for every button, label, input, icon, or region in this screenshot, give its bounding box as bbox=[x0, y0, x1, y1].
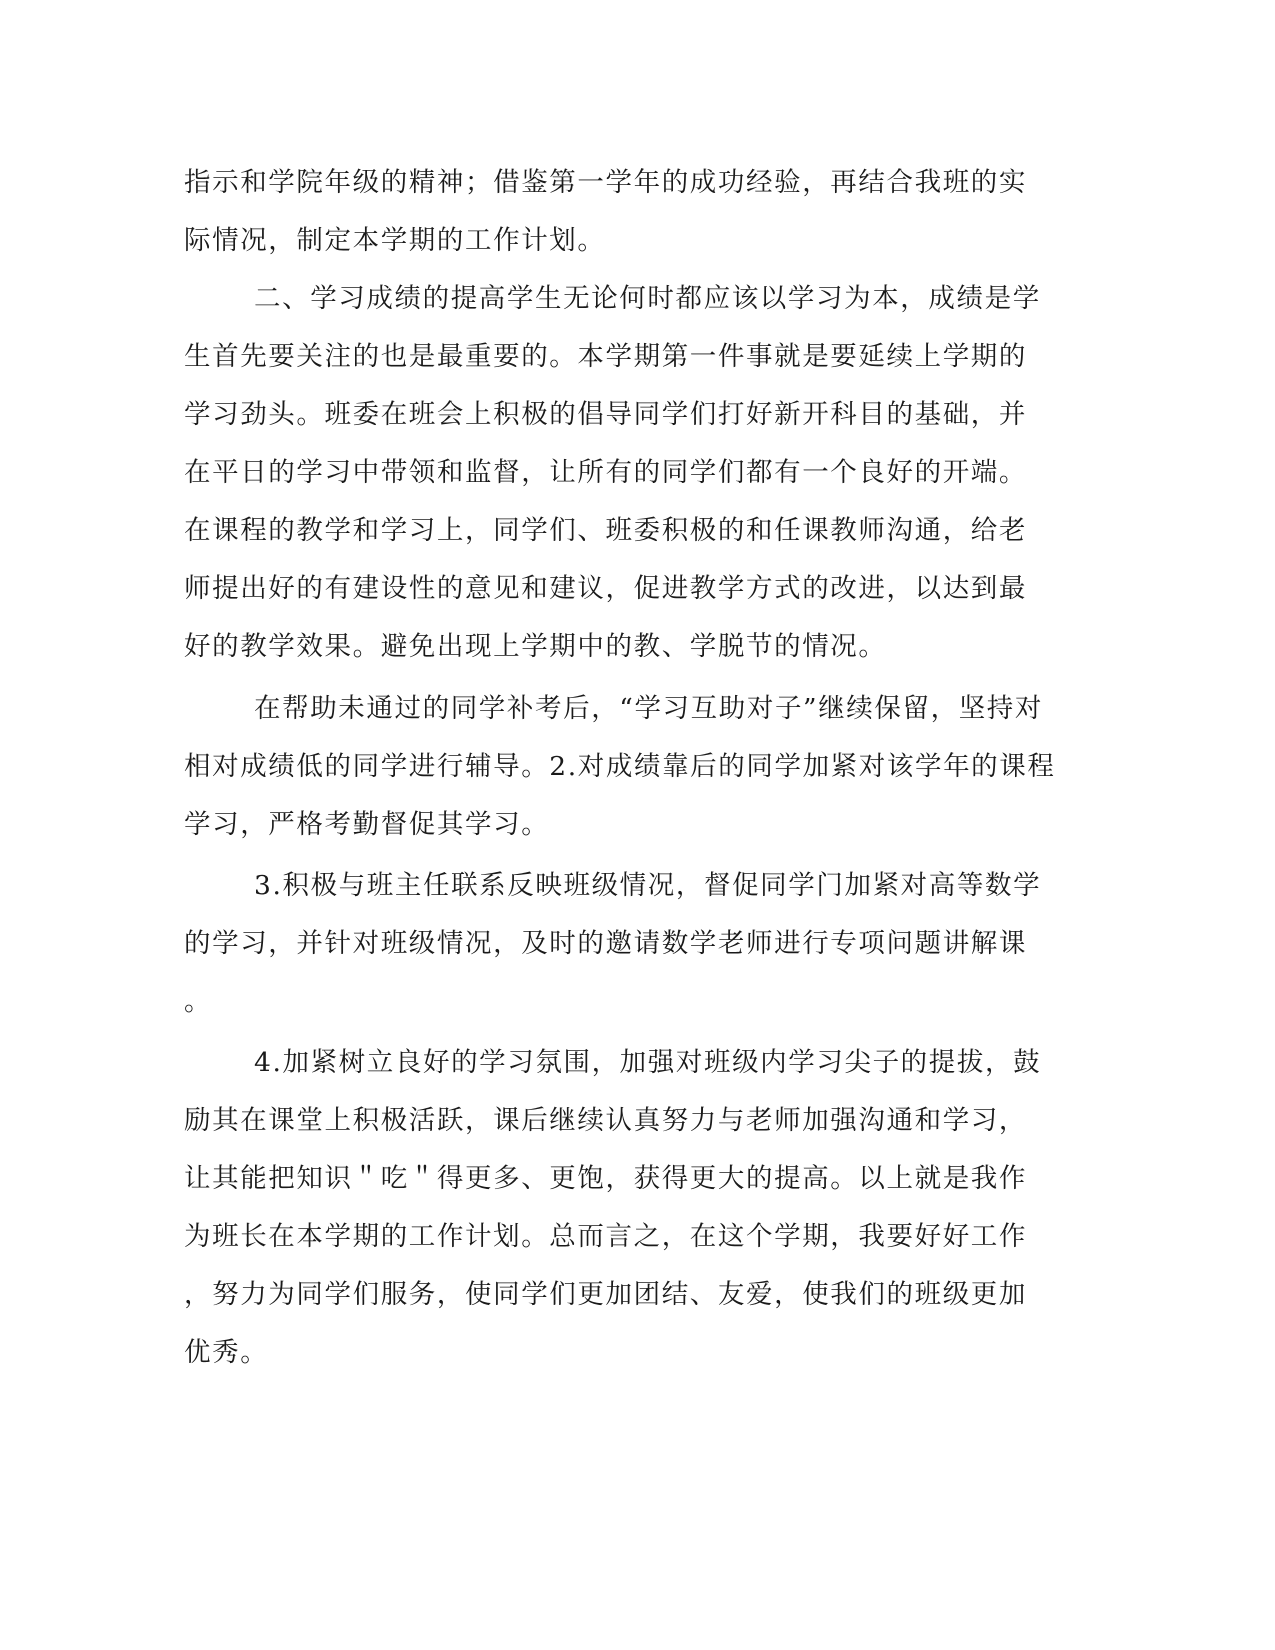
text-line: 4.加紧树立良好的学习氛围，加强对班级内学习尖子的提拔，鼓 bbox=[254, 1047, 1042, 1078]
text-line: ，努力为同学们服务，使同学们更加团结、友爱，使我们的班级更加 bbox=[184, 1279, 1027, 1310]
text-line: 学习劲头。班委在班会上积极的倡导同学们打好新开科目的基础，并 bbox=[184, 399, 1027, 430]
text-line: 励其在课堂上积极活跃，课后继续认真努力与老师加强沟通和学习， bbox=[184, 1105, 1027, 1136]
text-line: 好的教学效果。避免出现上学期中的教、学脱节的情况。 bbox=[184, 631, 887, 662]
text-line: 在平日的学习中带领和监督，让所有的同学们都有一个良好的开端。 bbox=[184, 457, 1027, 488]
text-line: 在帮助未通过的同学补考后，“学习互助对子”继续保留，坚持对 bbox=[254, 693, 1043, 724]
text-line: 让其能把知识＂吃＂得更多、更饱，获得更大的提高。以上就是我作 bbox=[184, 1163, 1027, 1194]
text-line: 为班长在本学期的工作计划。总而言之，在这个学期，我要好好工作 bbox=[184, 1221, 1027, 1252]
text-line: 师提出好的有建设性的意见和建议，促进教学方式的改进，以达到最 bbox=[184, 573, 1027, 604]
text-line: 指示和学院年级的精神；借鉴第一学年的成功经验，再结合我班的实 bbox=[184, 167, 1027, 198]
text-line: 3.积极与班主任联系反映班级情况，督促同学门加紧对高等数学 bbox=[254, 870, 1042, 901]
text-line: 在课程的教学和学习上，同学们、班委积极的和任课教师沟通，给老 bbox=[184, 515, 1027, 546]
text-line: 。 bbox=[184, 986, 213, 1017]
text-line: 优秀。 bbox=[184, 1337, 269, 1368]
text-line: 的学习，并针对班级情况，及时的邀请数学老师进行专项问题讲解课 bbox=[184, 928, 1027, 959]
text-line: 学习，严格考勤督促其学习。 bbox=[184, 809, 550, 840]
text-line: 二、学习成绩的提高学生无论何时都应该以学习为本，成绩是学 bbox=[254, 283, 1041, 314]
text-line: 生首先要关注的也是最重要的。本学期第一件事就是要延续上学期的 bbox=[184, 341, 1027, 372]
text-line: 际情况，制定本学期的工作计划。 bbox=[184, 225, 606, 256]
text-line: 相对成绩低的同学进行辅导。2.对成绩靠后的同学加紧对该学年的课程 bbox=[184, 751, 1056, 782]
